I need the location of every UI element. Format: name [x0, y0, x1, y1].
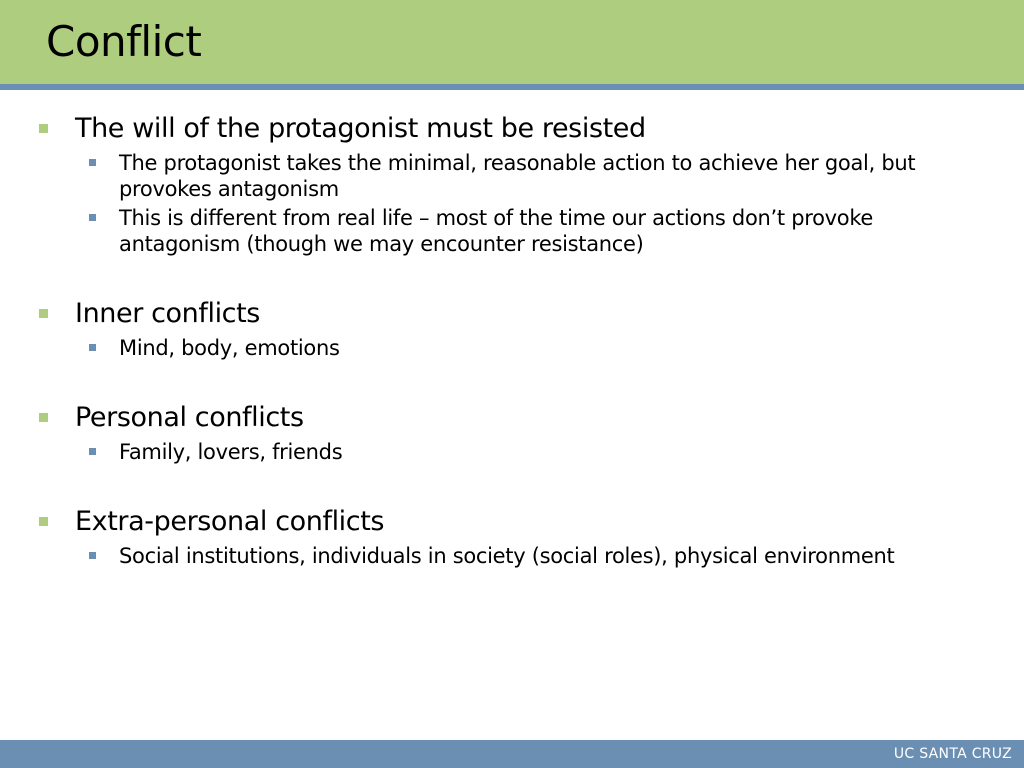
square-bullet-icon: [39, 309, 48, 318]
slide-title: Conflict: [46, 17, 202, 66]
sub-bullet-text: Family, lovers, friends: [119, 440, 343, 464]
bullet-text: Extra-personal conflicts: [75, 506, 385, 537]
sub-bullet-item: [119, 150, 919, 202]
square-bullet-icon: [39, 517, 48, 526]
bullet-item: [75, 297, 975, 331]
sub-bullet-item: [119, 205, 919, 257]
square-bullet-icon: [89, 552, 96, 559]
sub-bullet-item: [119, 439, 919, 465]
bullet-text: Inner conflicts: [75, 298, 260, 329]
square-bullet-icon: [39, 413, 48, 422]
sub-bullet-text: Social institutions, individuals in society (social roles), physical environment: [119, 544, 895, 568]
sub-bullet-text: Mind, body, emotions: [119, 336, 340, 360]
square-bullet-icon: [89, 214, 96, 221]
bullet-item: [75, 401, 975, 435]
bullet-item: [75, 112, 975, 146]
square-bullet-icon: [39, 124, 48, 133]
slide-body: [0, 112, 1024, 569]
footer-label: UC SANTA CRUZ: [893, 746, 1012, 762]
bullet-text: Personal conflicts: [75, 402, 304, 433]
header-divider: [0, 84, 1024, 90]
sub-bullet-item: [119, 335, 919, 361]
bullet-item: [75, 505, 975, 539]
bullet-text: The will of the protagonist must be resisted: [75, 113, 646, 144]
square-bullet-icon: [89, 448, 96, 455]
slide-footer: [0, 740, 1024, 768]
square-bullet-icon: [89, 344, 96, 351]
sub-bullet-item: [119, 543, 919, 569]
square-bullet-icon: [89, 159, 96, 166]
sub-bullet-text: The protagonist takes the minimal, reasonable action to achieve her goal, but provokes antagonism: [119, 151, 916, 201]
sub-bullet-text: This is different from real life – most of the time our actions don’t provoke antagonism (though we may encounter resistance): [119, 206, 874, 256]
